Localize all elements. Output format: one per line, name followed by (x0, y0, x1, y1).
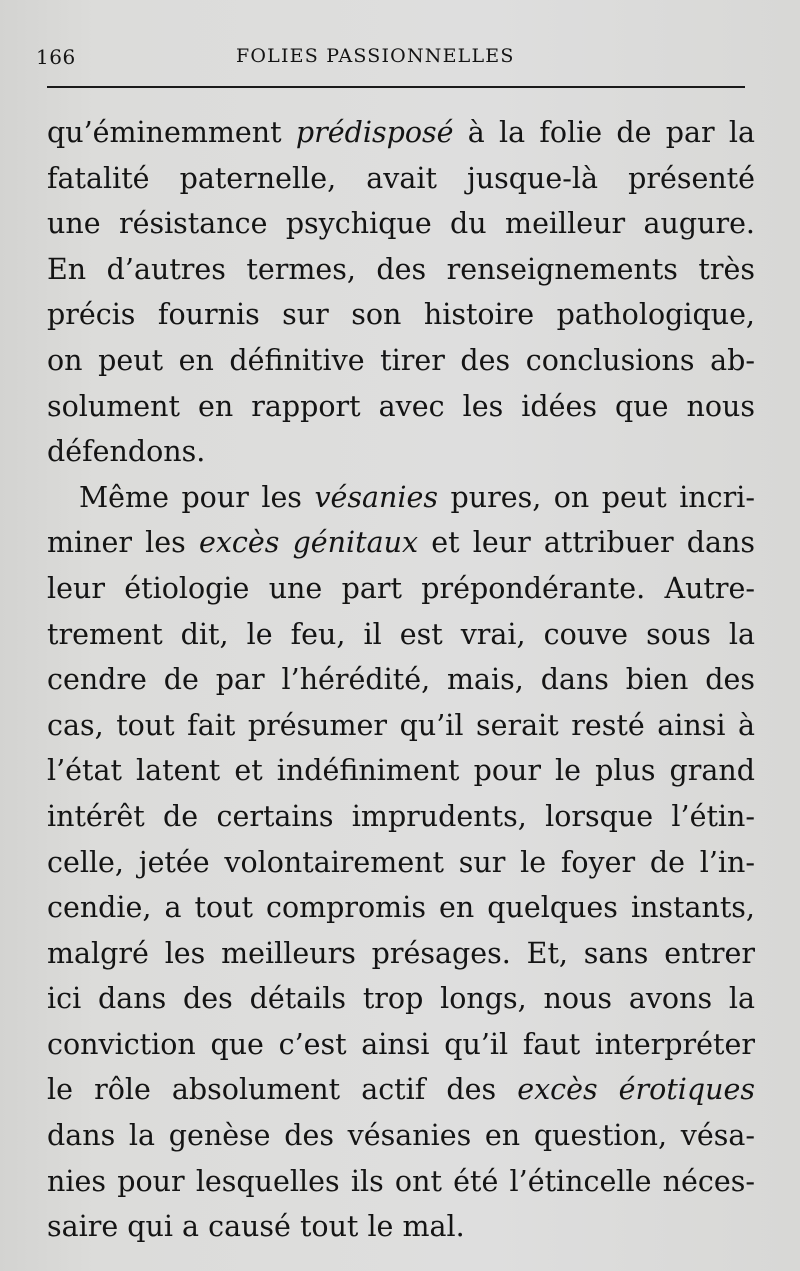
text-span: cas, tout fait présumer qu’il serait resté ainsi à (47, 708, 755, 742)
text-span: on peut en définitive tirer des conclusions ab- (47, 343, 755, 377)
text-line (47, 840, 755, 886)
italic-span: excès érotiques (517, 1073, 755, 1107)
text-line (47, 475, 755, 521)
text-span: pures, on peut incri- (437, 480, 755, 514)
text-line (47, 338, 755, 384)
text-span: et leur attribuer dans (418, 526, 756, 560)
text-line (47, 1159, 755, 1205)
text-line (47, 976, 755, 1022)
text-line (47, 748, 755, 794)
text-span: qu’éminemment (47, 116, 296, 149)
text-span: miner les (47, 526, 199, 560)
text-span: trement dit, le feu, il est vrai, couve sous la (47, 617, 755, 651)
text-span: défendons. (47, 435, 206, 469)
text-span: leur étiologie une part prépondérante. Autre- (47, 571, 755, 605)
text-span: celle, jetée volontairement sur le foyer de l’in- (47, 845, 755, 879)
body-text (47, 110, 755, 1250)
text-line (47, 1022, 755, 1068)
text-span: une résistance psychique du meilleur augure. (47, 207, 755, 241)
page-header (36, 45, 742, 75)
text-span: solument en rapport avec les idées que nous (47, 389, 755, 423)
text-line (47, 657, 755, 703)
text-line (47, 703, 755, 749)
text-line (47, 1204, 755, 1250)
text-line (47, 247, 755, 293)
text-span: En d’autres termes, des renseignements très (47, 252, 755, 286)
page-number: 166 (36, 45, 76, 69)
text-span: le rôle absolument actif des (47, 1073, 518, 1107)
text-line (47, 794, 755, 840)
text-line (47, 429, 755, 475)
text-span: l’état latent et indéfiniment pour le plus grand (47, 754, 755, 788)
text-line (47, 566, 755, 612)
text-line (47, 292, 755, 338)
text-line (47, 885, 755, 931)
text-line (47, 1113, 755, 1159)
text-span: fatalité paternelle, avait jusque-là présenté (47, 161, 755, 195)
text-line (47, 201, 755, 247)
text-span: intérêt de certains imprudents, lorsque l’étin- (47, 799, 755, 833)
text-span: cendre de par l’hérédité, mais, dans bien des (47, 663, 755, 697)
italic-span: prédisposé (295, 116, 454, 149)
text-span: ici dans des détails trop longs, nous avons la (47, 982, 755, 1016)
text-span: Même pour les (79, 480, 315, 514)
running-head: FOLIES PASSIONNELLES (236, 45, 515, 67)
text-span: nies pour lesquelles ils ont été l’étincelle néces- (47, 1164, 755, 1198)
text-line (47, 931, 755, 977)
italic-span: vésanies (314, 480, 438, 514)
text-line (47, 384, 755, 430)
text-span: malgré les meilleurs présages. Et, sans entrer (47, 936, 755, 970)
text-span: à la folie de par la (453, 116, 755, 149)
header-rule (47, 86, 745, 88)
text-line (47, 156, 755, 202)
text-span: dans la genèse des vésanies en question, vésa- (47, 1119, 755, 1153)
text-span: précis fournis sur son histoire pathologique, (47, 298, 755, 332)
text-line (47, 520, 755, 566)
text-line (47, 612, 755, 658)
text-span: saire qui a causé tout le mal. (47, 1210, 465, 1244)
text-span: cendie, a tout compromis en quelques instants, (47, 891, 755, 925)
italic-span: excès génitaux (198, 526, 419, 560)
text-line (47, 110, 755, 156)
text-span: conviction que c’est ainsi qu’il faut interpréter (47, 1027, 755, 1061)
text-line (47, 1067, 755, 1113)
